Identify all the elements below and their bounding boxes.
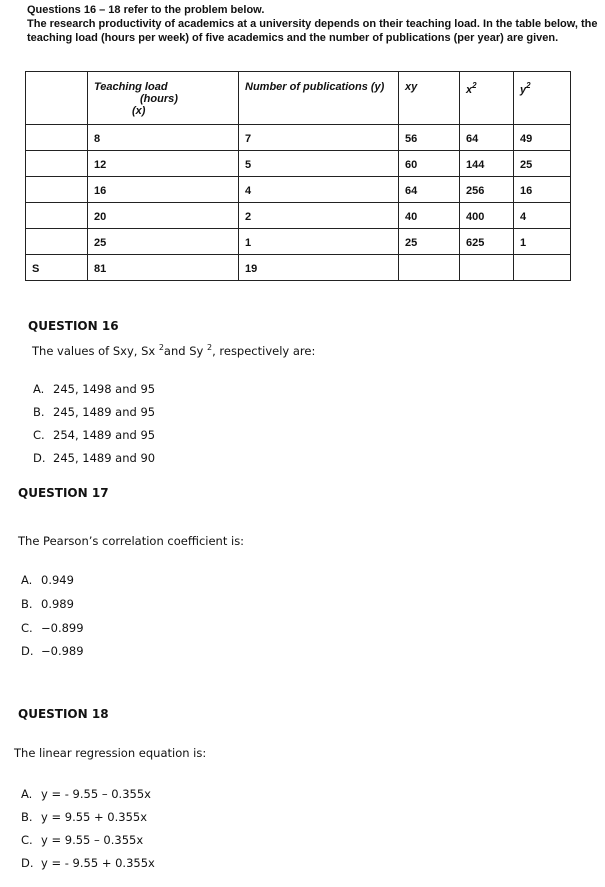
cell-y: 19 [239, 255, 399, 281]
q16-title: QUESTION 16 [28, 319, 119, 333]
cell-x: 8 [88, 125, 239, 151]
header-blank [26, 72, 88, 125]
cell-y2: 49 [514, 125, 571, 151]
q16-stem: The values of Sxy, Sx $^2$and Sy $^2$, respectively are: [32, 343, 316, 358]
cell-x: 16 [88, 177, 239, 203]
cell-xy: 40 [399, 203, 460, 229]
table-row [26, 177, 571, 203]
cell-label [26, 229, 88, 255]
cell-x: 12 [88, 151, 239, 177]
q16-option-a[interactable]: A. 245, 1498 and 95 [33, 382, 156, 396]
cell-x2 [460, 255, 514, 281]
cell-y2: 4 [514, 203, 571, 229]
q18-title: QUESTION 18 [18, 707, 109, 721]
q16-option-d[interactable]: D. 245, 1489 and 90 [33, 451, 156, 465]
data-table [25, 71, 571, 281]
header-x2: $x^2$ [460, 72, 514, 125]
q16-option-b[interactable]: B. 245, 1489 and 95 [33, 405, 156, 419]
q17-option-b[interactable]: B. 0.989 [21, 597, 74, 611]
cell-x2: 625 [460, 229, 514, 255]
cell-x: 81 [88, 255, 239, 281]
q17-option-d[interactable]: D. −0.989 [21, 644, 84, 658]
cell-xy [399, 255, 460, 281]
cell-xy: 64 [399, 177, 460, 203]
q18-stem: The linear regression equation is: [14, 746, 207, 760]
cell-label [26, 177, 88, 203]
q17-option-c[interactable]: C. −0.899 [21, 621, 84, 635]
header-xy: xy [399, 72, 460, 125]
cell-y: 4 [239, 177, 399, 203]
cell-x2: 64 [460, 125, 514, 151]
cell-y2: 25 [514, 151, 571, 177]
cell-y2 [514, 255, 571, 281]
header-x: Teaching load (hours) (x) [88, 72, 239, 125]
intro-line-1: Questions 16 – 18 refer to the problem below. [27, 4, 265, 16]
q18-option-b[interactable]: B. y = 9.55 + 0.355x [21, 810, 148, 824]
cell-y: 2 [239, 203, 399, 229]
intro [27, 3, 602, 45]
header-y: Number of publications (y) [239, 72, 399, 125]
cell-label [26, 151, 88, 177]
cell-x: 25 [88, 229, 239, 255]
cell-x2: 400 [460, 203, 514, 229]
cell-label: S [26, 255, 88, 281]
q18-option-c[interactable]: C. y = 9.55 – 0.355x [21, 833, 144, 847]
q17-option-a[interactable]: A. 0.949 [21, 573, 74, 587]
cell-label [26, 125, 88, 151]
q17-stem: The Pearson’s correlation coefficient is: [18, 534, 245, 548]
cell-y: 1 [239, 229, 399, 255]
q16-option-c[interactable]: C. 254, 1489 and 95 [33, 428, 156, 442]
cell-xy: 60 [399, 151, 460, 177]
table-row [26, 203, 571, 229]
table-row [26, 229, 571, 255]
cell-y: 5 [239, 151, 399, 177]
q18-option-a[interactable]: A. y = - 9.55 – 0.355x [21, 787, 151, 801]
cell-y2: 1 [514, 229, 571, 255]
cell-x2: 144 [460, 151, 514, 177]
cell-y2: 16 [514, 177, 571, 203]
table-header-row [26, 72, 571, 125]
q18-option-d[interactable]: D. y = - 9.55 + 0.355x [21, 856, 155, 870]
cell-xy: 25 [399, 229, 460, 255]
table-row [26, 125, 571, 151]
table-sum-row [26, 255, 571, 281]
cell-y: 7 [239, 125, 399, 151]
cell-label [26, 203, 88, 229]
intro-line-2: The research productivity of academics at a university depends on their teaching load. In the table below, the teaching load (hours per week) of five academics and the number of publications (per year) are given. [27, 18, 598, 44]
table-row [26, 151, 571, 177]
header-y2: $y^2$ [514, 72, 571, 125]
cell-x2: 256 [460, 177, 514, 203]
cell-xy: 56 [399, 125, 460, 151]
q17-title: QUESTION 17 [18, 486, 109, 500]
cell-x: 20 [88, 203, 239, 229]
